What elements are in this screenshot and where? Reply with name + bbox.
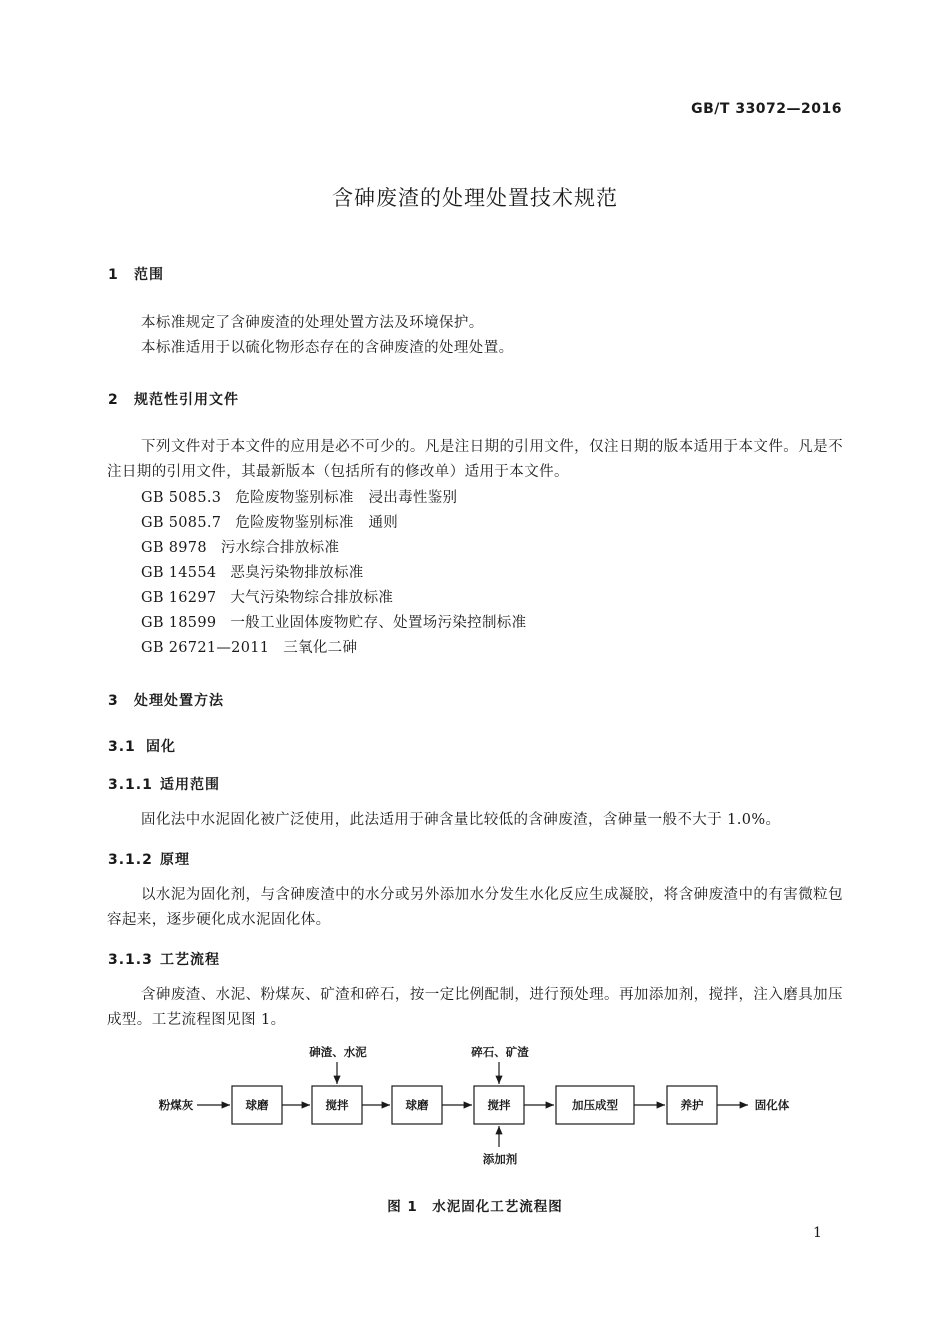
section-title: 处理处置方法 <box>134 693 224 709</box>
section-title: 固化 <box>146 739 176 755</box>
reference-code: GB 16297 <box>141 590 217 606</box>
flow-box-label: 球磨 <box>405 1098 429 1112</box>
section-number: 3.1.1 <box>108 777 153 793</box>
paragraph: 下列文件对于本文件的应用是必不可少的。凡是注日期的引用文件，仅注日期的版本适用于本文件。凡是不注日期的引用文件，其最新版本（包括所有的修改单）适用于本文件。 <box>107 439 843 480</box>
flow-box-label: 加压成型 <box>572 1098 618 1112</box>
section-number: 3 <box>108 693 119 709</box>
section-title: 工艺流程 <box>160 952 220 968</box>
reference-code: GB 8978 <box>141 540 207 556</box>
flow-bottom-input-label: 添加剂 <box>482 1152 518 1166</box>
paragraph: 以水泥为固化剂，与含砷废渣中的水分或另外添加水分发生水化反应生成凝胶，将含砷废渣中的有害微粒包容起来，逐步硬化成水泥固化体。 <box>107 887 843 928</box>
reference-name: 危险废物鉴别标准 浸出毒性鉴别 <box>235 490 458 506</box>
figure-caption: 图 1 水泥固化工艺流程图 <box>387 1199 563 1215</box>
paragraph: 本标准规定了含砷废渣的处理处置方法及环境保护。 <box>141 315 484 331</box>
section-number: 3.1.3 <box>108 952 153 968</box>
flow-box-label: 养护 <box>680 1098 704 1112</box>
flow-box-label: 搅拌 <box>325 1098 349 1112</box>
reference-name: 大气污染物综合排放标准 <box>230 590 394 606</box>
flow-top-input-label: 碎石、矿渣 <box>471 1045 529 1059</box>
section-title: 适用范围 <box>160 777 220 793</box>
reference-code: GB 18599 <box>141 615 217 631</box>
section-number: 3.1.2 <box>108 852 153 868</box>
reference-name: 一般工业固体废物贮存、处置场污染控制标准 <box>230 615 527 631</box>
flow-box-label: 搅拌 <box>487 1098 511 1112</box>
reference-name: 污水综合排放标准 <box>220 540 340 556</box>
flow-input-label: 粉煤灰 <box>158 1098 194 1112</box>
flow-output-label: 固化体 <box>754 1098 790 1112</box>
reference-code: GB 5085.7 <box>141 515 222 531</box>
reference-code: GB 26721—2011 <box>141 640 270 656</box>
section-number: 2 <box>108 392 119 408</box>
reference-code: GB 5085.3 <box>141 490 222 506</box>
section-title: 范围 <box>134 267 164 283</box>
document-title: 含砷废渣的处理处置技术规范 <box>332 186 618 210</box>
standard-code: GB/T 33072—2016 <box>691 101 842 117</box>
reference-name: 三氧化二砷 <box>283 640 358 656</box>
reference-code: GB 14554 <box>141 565 217 581</box>
section-title: 规范性引用文件 <box>134 392 239 408</box>
paragraph: 含砷废渣、水泥、粉煤灰、矿渣和碎石，按一定比例配制，进行预处理。再加添加剂，搅拌，注入磨具加压成型。工艺流程图见图 1。 <box>107 987 843 1028</box>
reference-name: 恶臭污染物排放标准 <box>230 565 364 581</box>
paragraph: 固化法中水泥固化被广泛使用，此法适用于砷含量比较低的含砷废渣，含砷量一般不大于 1.0%。 <box>141 812 781 828</box>
section-number: 3.1 <box>108 739 136 755</box>
paragraph: 本标准适用于以硫化物形态存在的含砷废渣的处理处置。 <box>141 340 514 356</box>
flow-top-input-label: 砷渣、水泥 <box>309 1045 367 1059</box>
section-title: 原理 <box>160 852 190 868</box>
section-number: 1 <box>108 267 119 283</box>
reference-name: 危险废物鉴别标准 通则 <box>235 515 399 531</box>
page-number: 1 <box>813 1225 822 1241</box>
flow-box-label: 球磨 <box>245 1098 269 1112</box>
